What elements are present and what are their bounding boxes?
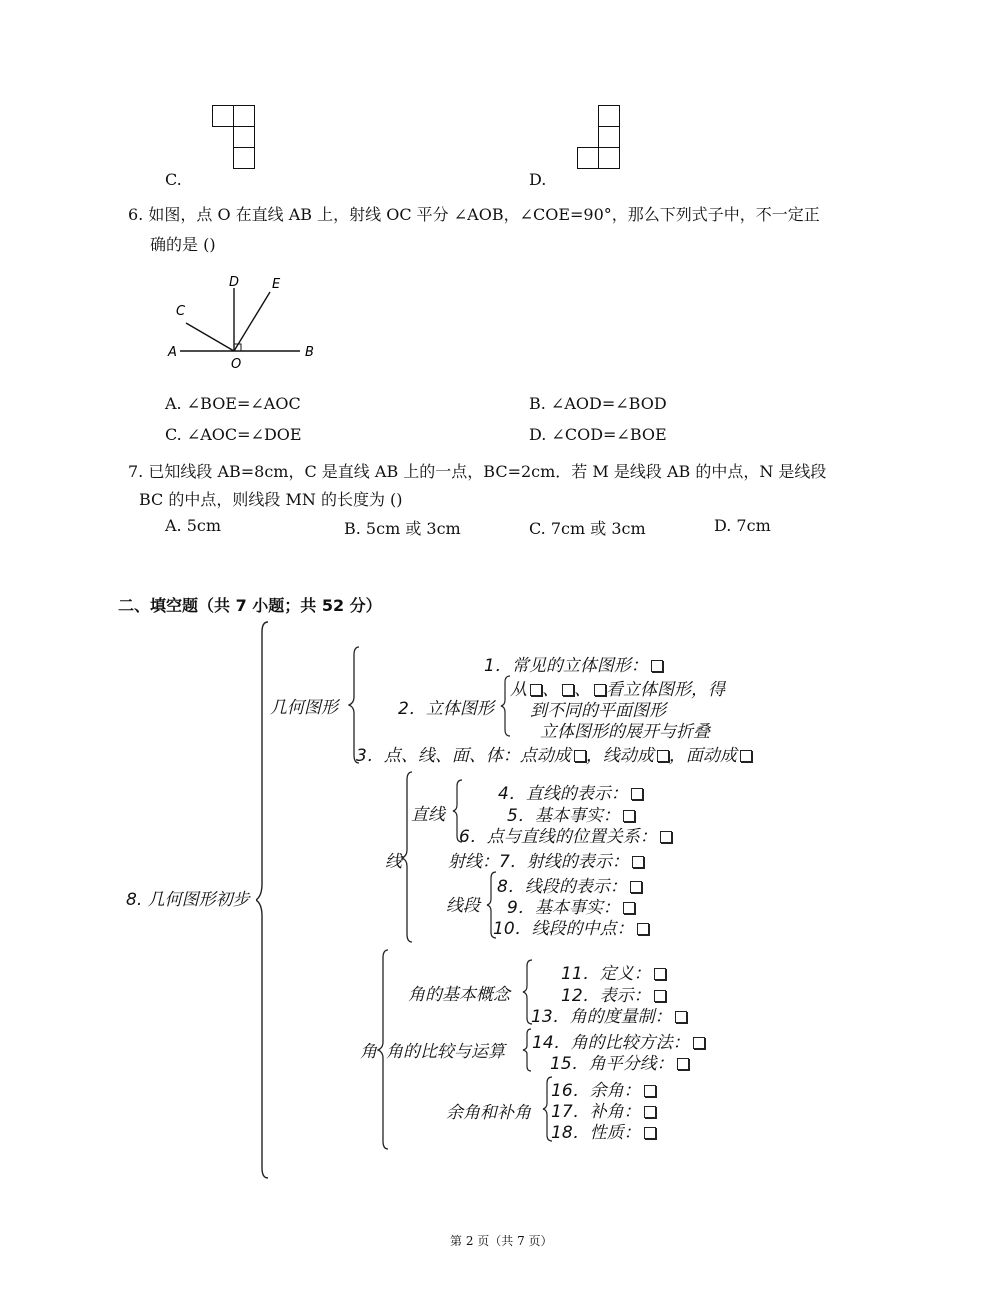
angle-a16: 16．余角： [551,1076,656,1101]
blank-box [574,750,586,762]
blank-box [660,831,672,843]
q7-option-d: D. 7cm [714,516,771,535]
label-b: B [305,345,314,360]
option-c-label: C. [165,170,182,189]
geo-item2-sub3: 立体图形的展开与折叠 [540,722,710,742]
q6-line1: 6. 如图，点 O 在直线 AB 上，射线 OC 平分 ∠AOB，∠COE=90°，那么下列式子中，不一定正 [128,205,820,224]
blank-box [637,923,649,935]
blank-box [623,902,635,914]
geo-item2-label: 2．立体图形 [398,699,494,719]
line-s6: 6．点与直线的位置关系： [459,822,672,847]
blank-box [654,990,666,1002]
blank-box [654,968,666,980]
blank-box [530,684,542,696]
straight-label: 直线 [411,805,445,825]
blank-box [644,1085,656,1097]
line-g10: 10．线段的中点： [493,914,649,939]
label-e: E [272,277,281,292]
geo-item1: 1．常见的立体图形： [484,651,663,676]
line-g8: 8．线段的表示： [497,872,642,897]
q6-option-a: A. ∠BOE=∠AOC [165,394,301,413]
q6-option-d: D. ∠COD=∠BOE [529,425,667,444]
blank-box [657,750,669,762]
blank-box [677,1058,689,1070]
geo-item2-sub2: 到不同的平面图形 [530,701,666,721]
q6-line2: 确的是 () [150,235,216,254]
line-brace [401,770,415,945]
blank-box [693,1037,705,1049]
line-label: 线 [385,852,402,872]
q7-line2: BC 的中点，则线段 MN 的长度为 () [139,490,403,509]
angle-a14: 14．角的比较方法： [532,1028,705,1053]
label-a: A [168,345,177,360]
angle-a18: 18．性质： [551,1118,656,1143]
q7-option-b: B. 5cm 或 3cm [344,519,461,538]
blank-box [675,1011,687,1023]
angle-a13: 13．角的度量制： [531,1002,687,1027]
blank-box [740,750,752,762]
blank-box [644,1106,656,1118]
q7-line1: 7. 已知线段 AB=8cm，C 是直线 AB 上的一点，BC=2cm．若 M 是线段 AB 的中点，N 是线段 [128,462,827,481]
angle-a11: 11．定义： [561,959,666,984]
compare-brace [522,1027,532,1073]
angle-a15: 15．角平分线： [550,1049,689,1074]
geo-label: 几何图形 [270,698,338,718]
blank-box [630,881,642,893]
blank-box [644,1127,656,1139]
blank-box [562,684,574,696]
blank-box [631,788,643,800]
blank-box [632,856,644,868]
angle-comp: 余角和补角 [446,1103,531,1123]
angle-label: 角 [360,1042,377,1062]
q6-option-b: B. ∠AOD=∠BOD [529,394,667,413]
line-g9: 9．基本事实： [507,893,635,918]
label-c: C [176,304,186,319]
q6-angle-figure [160,270,330,375]
geo-item2-sub1: 从 、 、 看立体图形，得 [510,680,725,700]
q7-option-a: A. 5cm [165,516,222,535]
option-d-label: D. [529,170,547,189]
line-s4: 4．直线的表示： [498,779,643,804]
angle-compare: 角的比较与运算 [386,1042,505,1062]
page-footer: 第 2 页（共 7 页） [450,1234,553,1248]
q6-option-c: C. ∠AOC=∠DOE [165,425,302,444]
segment-label: 线段 [446,896,480,916]
geo-item3: 3．点、线、面、体：点动成 ，线动成 ，面动成 [356,741,752,766]
label-o: O [231,357,242,372]
angle-a12: 12．表示： [561,981,666,1006]
section-title: 二、填空题（共 7 小题；共 52 分） [118,596,382,615]
angle-basic: 角的基本概念 [408,985,510,1005]
q8-root: 8. 几何图形初步 [126,890,250,910]
angle-a17: 17．补角： [551,1097,656,1122]
blank-box [651,660,663,672]
label-d: D [229,275,240,290]
blank-box [623,810,635,822]
q7-option-c: C. 7cm 或 3cm [529,519,646,538]
ray-item: 射线：7．射线的表示： [448,847,644,872]
line-s5: 5．基本事实： [507,801,635,826]
blank-box [594,684,606,696]
